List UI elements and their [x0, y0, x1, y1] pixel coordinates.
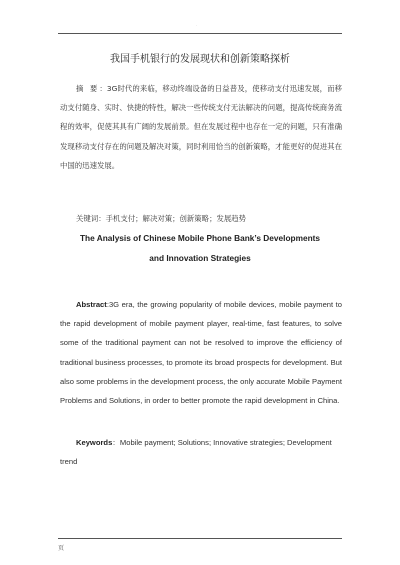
english-title-line-2: and Innovation Strategies — [149, 253, 251, 263]
chinese-abstract-label: 摘 要 — [76, 84, 100, 93]
english-abstract-label: Abstract — [76, 300, 107, 309]
page-label: 页 — [58, 545, 65, 552]
footer-rule — [58, 538, 342, 539]
english-abstract-text: 3G era, the growing popularity of mobile devices, mobile payment to the rapid development of mobile payment player, real-time, fast features, to solve some of the traditional payment can not be resolved to improve the efficiency of traditional business processes, to promote its broad prospects for development. But also some problems in the development process, the only accurate Mobile Payment Problems and Solutions, in order to better promote the rapid development in China. — [60, 300, 342, 406]
header-rule — [58, 33, 342, 34]
chinese-keywords: 关键词：手机支付；解决对策；创新策略；发展趋势 — [76, 214, 247, 223]
header-mark: . — [196, 23, 197, 27]
chinese-keywords-label: 关键词 — [76, 214, 99, 223]
english-title-line-1: The Analysis of Chinese Mobile Phone Bank’s Developments — [79, 233, 321, 243]
chinese-abstract-text: 3G时代的来临，移动终端设备的日益普及，使移动支付迅速发展，而移动支付随身、实时、快捷的特性，解决一些传统支付无法解决的问题，提高传统商务流程的效率，促使其具有广阔的发展前景。但在发展过程中也存在一定的问题，只有准确发现移动支付存在的问题及解决对策，同时利用恰当的创新策略，才能更好的促进其在中国的迅速发展。 — [60, 84, 342, 170]
english-title — [58, 228, 342, 268]
chinese-abstract: 摘 要：3G时代的来临，移动终端设备的日益普及，使移动支付迅速发展，而移动支付随身、实时、快捷的特性，解决一些传统支付无法解决的问题，提高传统商务流程的效率，促使其具有广阔的发展前景。但在发展过程中也存在一定的问题，只有准确发现移动支付存在的问题及解决对策，同时利用恰当的创新策略，才能更好的促进其在中国的迅速发展。 — [60, 84, 342, 170]
english-abstract: Abstract:3G era, the growing popularity of mobile devices, mobile payment to the rapid development of mobile payment player, real-time, fast features, to solve some of the traditional payment can not be resolved to improve the efficiency of traditional business processes, to promote its broad prospects for development. But also some problems in the development process, the only accurate Mobile Payment Problems and Solutions, in order to better promote the rapid development in China. — [60, 300, 342, 406]
chinese-keywords-text: 手机支付；解决对策；创新策略；发展趋势 — [105, 214, 247, 223]
chinese-title: 我国手机银行的发展现状和创新策略探析 — [110, 54, 290, 65]
english-keywords — [60, 433, 342, 471]
english-keywords-text: Mobile payment; Solutions; Innovative strategies; Development trend — [60, 438, 332, 466]
english-keywords-separator: ： — [112, 438, 120, 447]
english-keywords-label: Keywords — [76, 438, 113, 447]
